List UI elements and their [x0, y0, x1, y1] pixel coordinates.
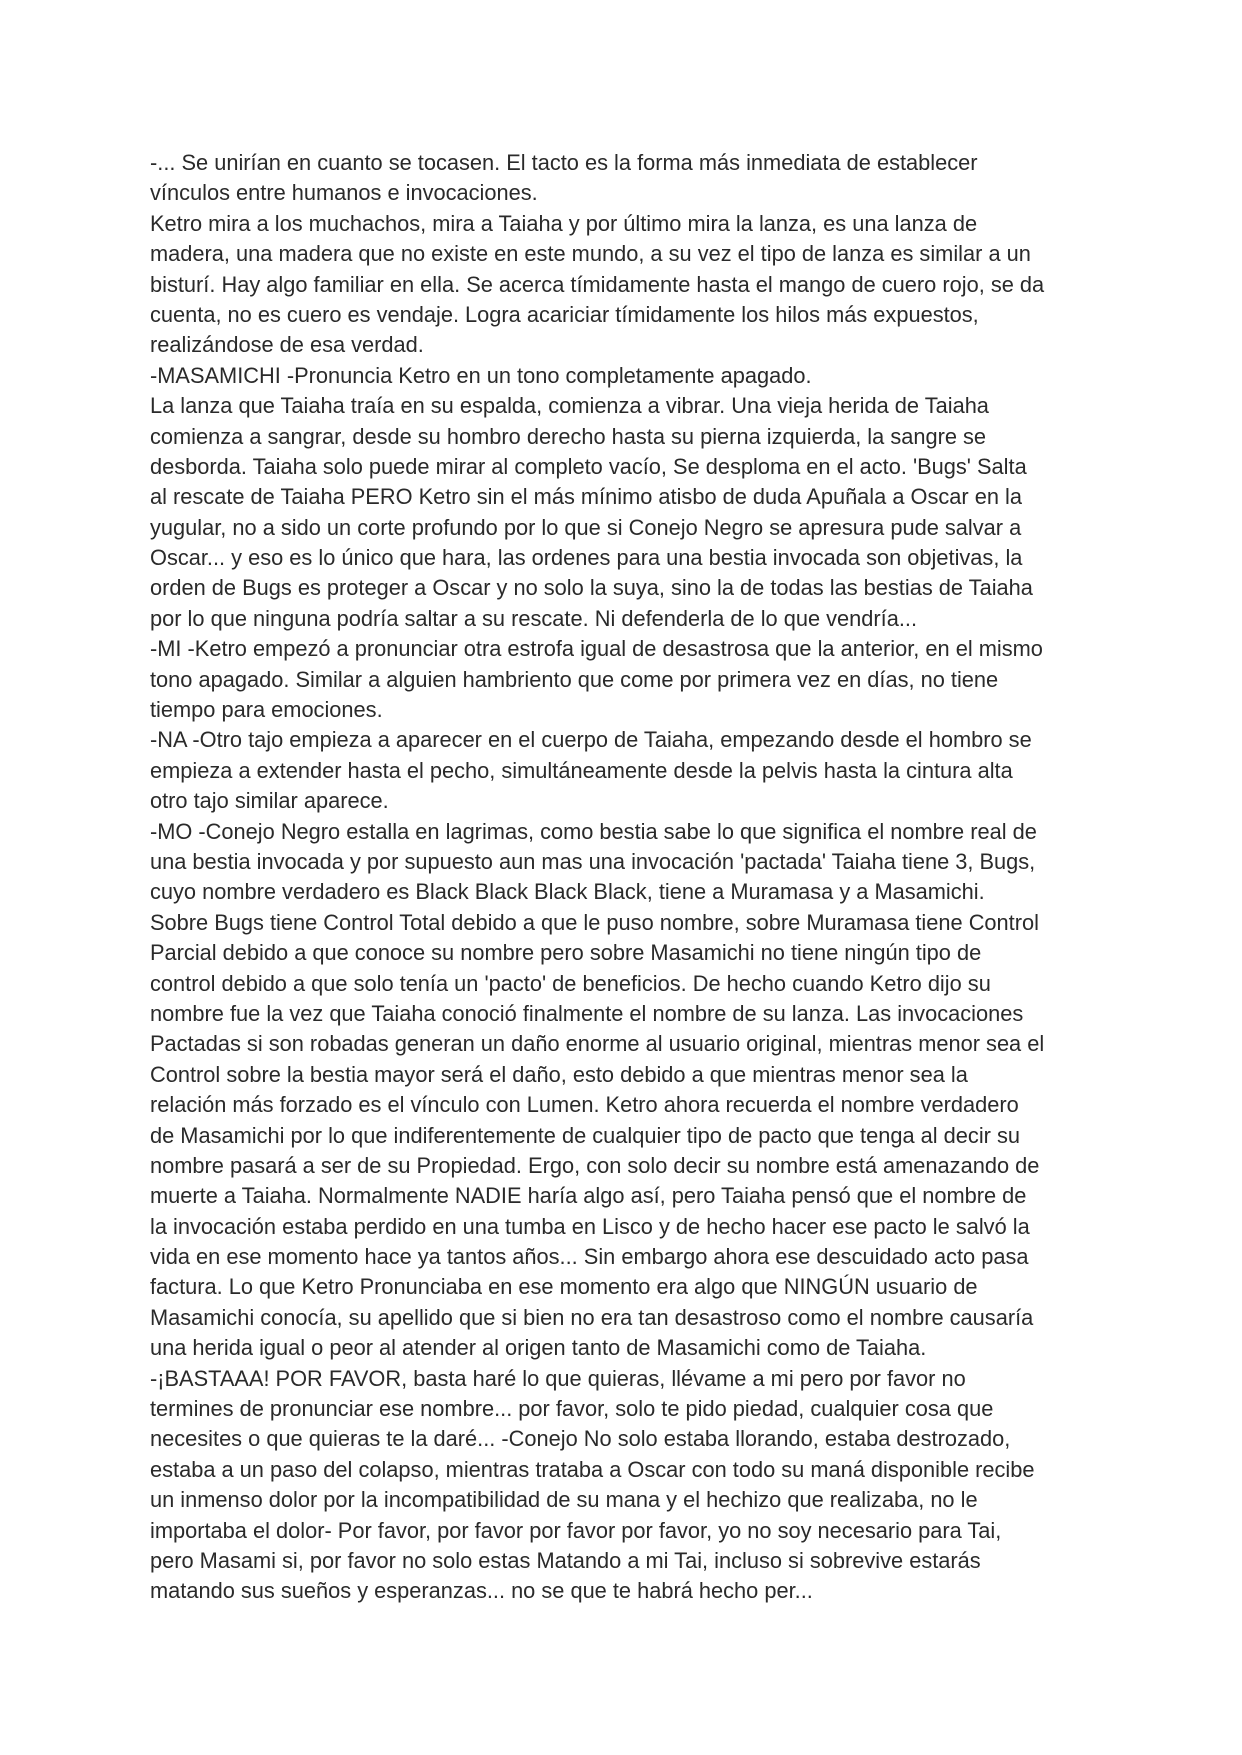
text-line: al rescate de Taiaha PERO Ketro sin el más mínimo atisbo de duda Apuñala a Oscar en la: [150, 484, 1022, 510]
text-line: cuenta, no es cuero es vendaje. Logra acariciar tímidamente los hilos más expuestos,: [150, 301, 979, 327]
text-line: nombre fue la vez que Taiaha conoció finalmente el nombre de su lanza. Las invocaciones: [150, 1000, 1024, 1026]
text-line: Masamichi conocía, su apellido que si bien no era tan desastroso como el nombre causaría: [150, 1304, 1034, 1330]
text-line: Ketro mira a los muchachos, mira a Taiaha y por último mira la lanza, es una lanza de: [150, 210, 978, 236]
text-line: bisturí. Hay algo familiar en ella. Se acerca tímidamente hasta el mango de cuero rojo, se da: [150, 271, 1045, 297]
text-line: realizándose de esa verdad.: [150, 332, 424, 358]
text-line: cuyo nombre verdadero es Black Black Black Black, tiene a Muramasa y a Masamichi.: [150, 879, 985, 905]
text-line: empieza a extender hasta el pecho, simultáneamente desde la pelvis hasta la cintura alta: [150, 757, 1013, 783]
text-line: termines de pronunciar ese nombre... por favor, solo te pido piedad, cualquier cosa que: [150, 1396, 994, 1422]
text-line: Sobre Bugs tiene Control Total debido a que le puso nombre, sobre Muramasa tiene Control: [150, 909, 1039, 935]
text-line: vida en ese momento hace ya tantos años... Sin embargo ahora ese descuidado acto pasa: [150, 1244, 1029, 1270]
text-line: -NA -Otro tajo empieza a aparecer en el cuerpo de Taiaha, empezando desde el hombro se: [150, 727, 1032, 753]
text-line: un inmenso dolor por la incompatibilidad de su mana y el hechizo que realizaba, no le: [150, 1487, 978, 1513]
text-line: factura. Lo que Ketro Pronunciaba en ese momento era algo que NINGÚN usuario de: [150, 1274, 978, 1300]
text-line: -MO -Conejo Negro estalla en lagrimas, como bestia sabe lo que significa el nombre real de: [150, 818, 1037, 844]
text-line: tiempo para emociones.: [150, 697, 383, 723]
text-line: relación más forzado es el vínculo con Lumen. Ketro ahora recuerda el nombre verdadero: [150, 1092, 1019, 1118]
text-line: Pactadas si son robadas generan un daño enorme al usuario original, mientras menor sea el: [150, 1031, 1045, 1057]
text-line: Parcial debido a que conoce su nombre pero sobre Masamichi no tiene ningún tipo de: [150, 940, 982, 966]
text-line: -MASAMICHI -Pronuncia Ketro en un tono completamente apagado.: [150, 362, 812, 388]
text-line: matando sus sueños y esperanzas... no se que te habrá hecho per...: [150, 1578, 813, 1604]
text-line: la invocación estaba perdido en una tumba en Lisco y de hecho hacer ese pacto le salvó la: [150, 1213, 1030, 1239]
text-line: otro tajo similar aparece.: [150, 788, 389, 814]
text-line: comienza a sangrar, desde su hombro derecho hasta su pierna izquierda, la sangre se: [150, 423, 987, 449]
text-line: por lo que ninguna podría saltar a su rescate. Ni defenderla de lo que vendría...: [150, 605, 918, 631]
text-line: una bestia invocada y por supuesto aun mas una invocación 'pactada' Taiaha tiene 3, Bugs,: [150, 848, 1036, 874]
text-line: de Masamichi por lo que indiferentemente de cualquier tipo de pacto que tenga al decir su: [150, 1122, 1021, 1148]
text-line: vínculos entre humanos e invocaciones.: [150, 180, 538, 206]
text-line: una herida igual o peor al atender al origen tanto de Masamichi como de Taiaha.: [150, 1335, 927, 1361]
text-line: estaba a un paso del colapso, mientras trataba a Oscar con todo su maná disponible recibe: [150, 1456, 1035, 1482]
text-line: -¡BASTAAA! POR FAVOR, basta haré lo que quieras, llévame a mi pero por favor no: [150, 1365, 966, 1391]
text-line: -... Se unirían en cuanto se tocasen. El tacto es la forma más inmediata de establecer: [150, 150, 978, 175]
text-line: tono apagado. Similar a alguien hambriento que come por primera vez en días, no tiene: [150, 666, 999, 692]
text-line: Control sobre la bestia mayor será el daño, esto debido a que mientras menor sea la: [150, 1061, 968, 1087]
text-line: importaba el dolor- Por favor, por favor por favor por favor, yo no soy necesario para Tai,: [150, 1517, 1002, 1543]
text-line: nombre pasará a ser de su Propiedad. Ergo, con solo decir su nombre está amenazando de: [150, 1152, 1040, 1178]
text-line: muerte a Taiaha. Normalmente NADIE haría algo así, pero Taiaha pensó que el nombre de: [150, 1183, 1027, 1209]
text-line: pero Masami si, por favor no solo estas Matando a mi Tai, incluso si sobrevive estarás: [150, 1547, 981, 1573]
text-line: control debido a que solo tenía un 'pacto' de beneficios. De hecho cuando Ketro dijo su: [150, 970, 991, 996]
text-line: La lanza que Taiaha traía en su espalda, comienza a vibrar. Una vieja herida de Taiaha: [150, 393, 989, 419]
document-body: [150, 148, 1090, 1607]
text-line: madera, una madera que no existe en este mundo, a su vez el tipo de lanza es similar a un: [150, 241, 1031, 267]
text-line: -MI -Ketro empezó a pronunciar otra estrofa igual de desastrosa que la anterior, en el mismo: [150, 636, 1043, 662]
text-line: orden de Bugs es proteger a Oscar y no solo la suya, sino la de todas las bestias de Taiaha: [150, 575, 1033, 601]
text-line: yugular, no a sido un corte profundo por lo que si Conejo Negro se apresura pude salvar a: [150, 514, 1022, 540]
text-line: desborda. Taiaha solo puede mirar al completo vacío, Se desploma en el acto. 'Bugs' Salta: [150, 453, 1027, 479]
text-line: necesites o que quieras te la daré... -Conejo No solo estaba llorando, estaba destrozado,: [150, 1426, 1011, 1452]
text-line: Oscar... y eso es lo único que hara, las ordenes para una bestia invocada son objetivas, la: [150, 545, 1023, 571]
